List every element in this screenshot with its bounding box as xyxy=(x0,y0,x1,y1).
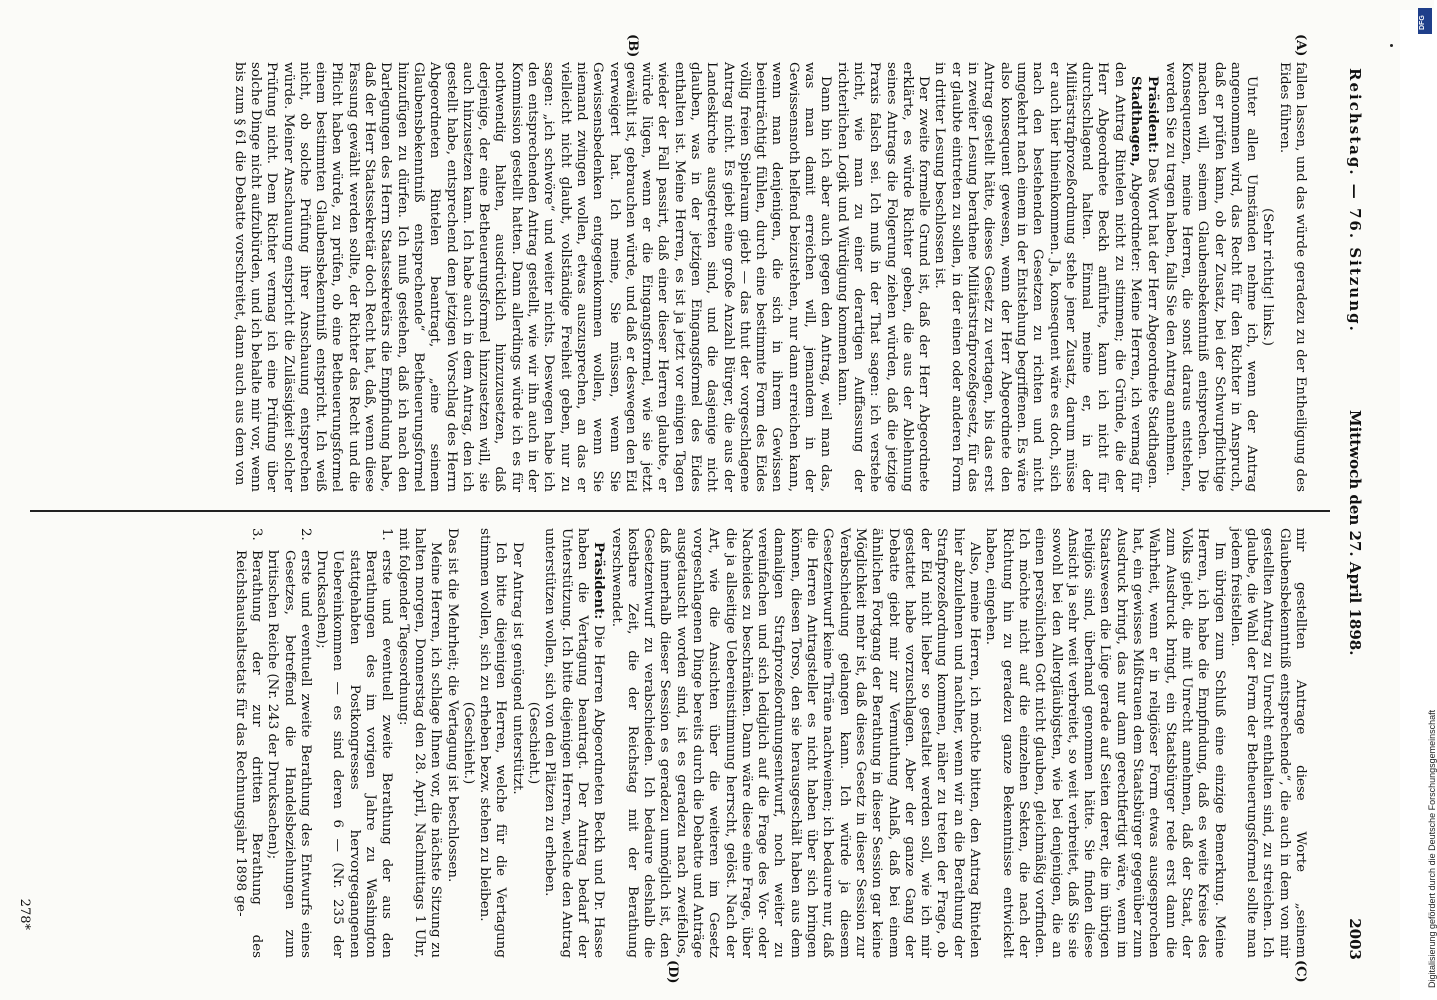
paragraph: Also, meine Herren, ich möchte bitten, den Antrag Rintelen hier abzulehnen und nachher, wenn wir an die Berathung der Strafprozeßordnung kommen, näher zu treten der Frage, ob der Eid nicht lieber so gestaltet werden soll, wie ich mir gestattet habe vorzuschlagen. Aber der ganze Gang der Debatte giebt mir zur Vermuthung Anlaß, daß bei einem ähnlichen Fortgang der Berathung in dieser Session gar keine Möglichkeit mehr ist, daß dieses Gesetz in dieser Session zur Verabschiedung gelangen kann. Ich würde ja diesem Gesetzentwurf keine Thräne nachweinen; ich bedaure nur, daß die Herren Antragsteller es nicht haben über sich bringen können, diesen Torso, den sie herausgeschält haben aus dem damaligen Strafprozeßordnungsentwurf, noch weiter zu vereinfachen und sich lediglich auf die Frage des Vor- oder Nacheides zu beschränken. Dann wäre diese eine Frage, über die ja allseitige Uebereinstimmung herrscht, gelöst. Nach der Art, wie die Ansichten über die weiteren im Gesetz vorgeschlagenen Dinge bereits durch die Debatte und Anträge ausgetauscht worden sind, ist es geradezu nach zweifellos, daß innerhalb dieser Session es geradezu unmöglich ist, den Gesetzentwurf zu verabschieden. Ich bedaure deshalb die kostbare Zeit, die der Reichstag mit der Berathung verschwendet. xyxy=(608,528,983,958)
list-item xyxy=(313,528,394,958)
interjection: (Geschieht.) xyxy=(526,701,542,785)
paragraph: fallen lassen, und das würde geradezu zu der Entheiligung des Eides führen. xyxy=(1276,62,1308,492)
header-left: Reichstag. — 76. Sitzung. xyxy=(1346,68,1364,333)
paragraph xyxy=(541,528,607,958)
paragraph: Der Antrag ist genügend unterstützt. xyxy=(509,542,525,795)
interjection: (Sehr richtig! links.) xyxy=(1260,208,1276,346)
paragraph: Dann bin ich aber auch gegen den Antrag, weil man das, was man damit erreichen will, jemandem in der Gewissensnoth helfend beizustehen, nur dann erreichen kann, wenn man denjenigen, die sich in ihrem Gewissen beeinträchtigt fühlen, durch eine bestimmte Form des Eides völlig freien Spielraum giebt — das thut der vorgeschlagene Antrag nicht. Es giebt eine große Anzahl Bürger, die aus der Landeskirche ausgetreten sind, und die dasjenige nicht glauben, was in der jetzigen Eingangsformel des Eides enthalten ist. Meine Herren, es ist ja jetzt vor einigen Tagen wieder der Fall passirt, daß einer dieser Herren glaubte, er würde lügen, wenn er die Eingangsformel, wie sie jetzt gewählt ist, gebrauchen würde, und daß er deswegen den Eid verweigert hat. Ich meine, Sie müssen, wenn Sie Gewissensbedenken entgegenkommen wollen, wenn Sie niemand zwingen wollen, etwas auszusprechen, an das er vielleicht nicht glaubt, vollständige Freiheit geben, nur zu sagen: „ich schwöre“ und weiter nichts. Deswegen habe ich den entsprechenden Antrag gestellt, wie wir ihn auch in der Kommission gestellt hatten. Dann allerdings würde ich es für nothwendig halten, ausdrücklich hinzuzusetzen, daß derjenige, der eine Betheuerungsformel hinzusetzen will, sie auch hinzusetzen kann. Ich habe auch in dem Antrag, den ich gestellt habe, entsprechend dem jetzigen Vorschlag des Herrn Abgeordneten Rintelen beantragt, „eine seinem Glaubensbekenntniß entsprechende“ Betheuerungsformel hinzufügen zu dürfen. Ich muß gestehen, daß ich nach den Darlegungen des Herrn Staatssekretärs die Empfindung habe, daß der Herr Staatssekretär doch Recht hat, daß, wenn diese Fassung gewählt werden sollte, der Richter das Recht und die Pflicht haben würde, zu prüfen, ob eine Betheuerungsformel einem bestimmten Glaubensbekenntniß entspricht. Ich weiß nicht, ob solche Prüfung ihrer Anschauung entsprechen würde. Meiner Anschauung entspricht die Zulässigkeit solcher Prüfung nicht. Dem Richter vermag ich eine Prüfung über solche Dinge nicht aufzubürden, und ich behalte mir vor, wenn bis zum § 61 die Debatte vorschreitet, dann auch aus dem von xyxy=(231,62,834,492)
list-item xyxy=(264,528,313,958)
item-text: Berathung der zur dritten Berathung des Reichshaushaltsetats für das Rechnungsjahr 1898 ge- xyxy=(232,550,264,958)
paragraph: Ich bitte diejenigen Herren, welche für die Vertagung stimmen wollen, sich zu erheben bezw. stehen zu bleiben. xyxy=(477,528,509,958)
paragraph: mir gestellten Antrage diese Worte „seinem Glaubensbekenntniß entsprechende“, die auch in dem von mir gestellten Antrag zu Unrecht enthalten sind, zu streichen. Ich glaube, die Wahl der Form der Betheuerungsformel sollte man jedem freistellen. xyxy=(1227,528,1308,958)
page-header xyxy=(1332,40,1372,970)
paragraph: Im übrigen zum Schluß eine einzige Bemerkung. Meine Herren, ich habe die Empfindung, daß es weite Kreise des Volks giebt, die mit Unrecht annehmen, daß der Staat, der zum Ausdruck bringt, ein Staatsbürger rede erst dann die Wahrheit, wenn er in religiöser Form etwas ausgesprochen hat, ein gewisses Mißtrauen dem Staatsbürger gegenüber zum Ausdruck bringt, das nur dann gerechtfertigt wäre, wenn im Staatswesen die Lüge gerade auf Seiten derer, die im übrigen religiös sind, überhand genommen hätte. Sie finden diese Ansicht ja sehr weit verbreitet, so weit verbreitet, daß Sie sie sowohl bei den Allergläubigsten, wie bei denjenigen, die an einen persönlichen Gott nicht glauben, gleichmäßig vorfinden. Ich möchte nicht auf die einzelnen Sekten, die nach der Richtung hin zu geradezu ganze Bekenntnisse entwickelt haben, eingehen. xyxy=(983,528,1227,958)
margin-mark-a: (A) xyxy=(1293,34,1308,57)
ink-dot xyxy=(1390,44,1393,47)
margin-mark-b: (B) xyxy=(625,34,640,58)
item-text: erste und eventuell zweite Berathung der aus den Berathungen des im vorigen Jahre zu Washington stattgehabten Postkongresses hervorgegangenen Uebereinkommen — es sind deren 6 — (Nr. 235 der Drucksachen); xyxy=(314,550,395,958)
paragraph: Der zweite formelle Grund ist, daß der Herr Abgeordnete erklärte, es würde Richter geben, die aus der Ablehnung seines Antrags die Folgerung ziehen würden, daß die jetzige Praxis falsch sei. Ich muß in der That sagen: ich verstehe nicht, wie man zu einer derartigen Auffassung der richterlichen Logik und Würdigung kommen kann. xyxy=(834,62,932,492)
margin-mark-d: (D) xyxy=(665,960,680,984)
item-text: erste und eventuell zweite Berathung des Entwurfs eines Gesetzes, betreffend die Handelsbeziehungen zum britischen Reiche (Nr. 243 der Drucksachen); xyxy=(265,550,313,958)
page-number: 2003 xyxy=(1346,918,1364,960)
item-number: 3. xyxy=(249,528,264,541)
margin-mark-c: (C) xyxy=(1293,960,1308,983)
paragraph: Unter allen Umständen nehme ich, wenn der Antrag angenommen wird, das Recht für den Richter in Anspruch, daß er prüfen kann, ob der Zusatz, bei der Schwurpflichtige machen will, seinem Glaubensbekenntniß entsprechen. Die Konsequenzen, meine Herren, die sonst daraus entstehen, werden Sie zu tragen haben, falls Sie den Antrag annehmen. xyxy=(1162,62,1260,492)
paragraph: Das ist die Mehrheit; die Vertagung ist beschlossen. xyxy=(444,528,460,883)
paragraph xyxy=(1144,62,1161,492)
digitization-note: Digitalisierung gefördert durch die Deutsche Forschungsgemeinschaft xyxy=(1427,709,1437,988)
item-number: 1. xyxy=(379,528,395,541)
paragraph-text: Das Wort hat der Herr Abgeordnete Stadthagen. xyxy=(1145,157,1161,489)
item-number: 2. xyxy=(297,528,313,541)
agenda-list xyxy=(231,528,394,958)
speaker-label: Stadthagen, xyxy=(1128,76,1145,167)
paragraph-text: Abgeordneter: Meine Herren, ich vermag für den Antrag Rintelen nicht zu stimmen; die Gründe, die der Herr Abgeordnete Beckh anführte, kann ich nicht für durchschlagend halten. Einmal meine er, in der Militärstrafprozeßordnung stehe jener Zusatz, darum müsse er auch hier hineinkommen. Ja, konsequent wäre es doch, sich nach den bestehenden Gesetzen zu richten und nicht umgekehrt nach einem in der Entstehung begriffenen. Es wäre also konsequent gewesen, wenn der Herr Abgeordnete den Antrag gestellt hätte, dieses Gesetz zu vertagen, bis das erst in zweiter Lesung berathene Militärstrafprozeßgesetz, für das er glaubte eintreten zu sollen, in der einen oder anderen Form in dritter Lesung beschlossen ist. xyxy=(932,62,1144,492)
paragraph: Meine Herren, ich schlage Ihnen vor, die nächste Sitzung zu halten morgen, Donnerstag den 28. April, Nachmittags 1 Uhr, mit folgender Tagesordnung: xyxy=(395,528,444,958)
dfg-logo xyxy=(1418,8,1432,34)
right-column xyxy=(231,528,1308,958)
left-column xyxy=(230,62,1308,492)
interjection: (Geschieht.) xyxy=(460,701,476,785)
header-date: Mittwoch den 27. April 1898. xyxy=(1346,410,1364,656)
dfg-logo-text: DFG xyxy=(1419,15,1426,30)
paragraph-text: Die Herren Abgeordneten Beckh und Dr. Hasse haben die Vertagung beantragt. Der Antrag bedarf der Unterstützung. Ich bitte diejenigen Herren, welche den Antrag unterstützen wollen, sich von den Plätzen zu erheben. xyxy=(542,528,607,958)
paragraph xyxy=(931,62,1144,492)
speaker-label: Präsident: xyxy=(1145,76,1162,154)
speaker-label: Präsident: xyxy=(591,542,608,620)
list-item xyxy=(231,528,264,958)
signature-mark: 278* xyxy=(17,898,32,930)
column-divider xyxy=(30,510,1330,512)
